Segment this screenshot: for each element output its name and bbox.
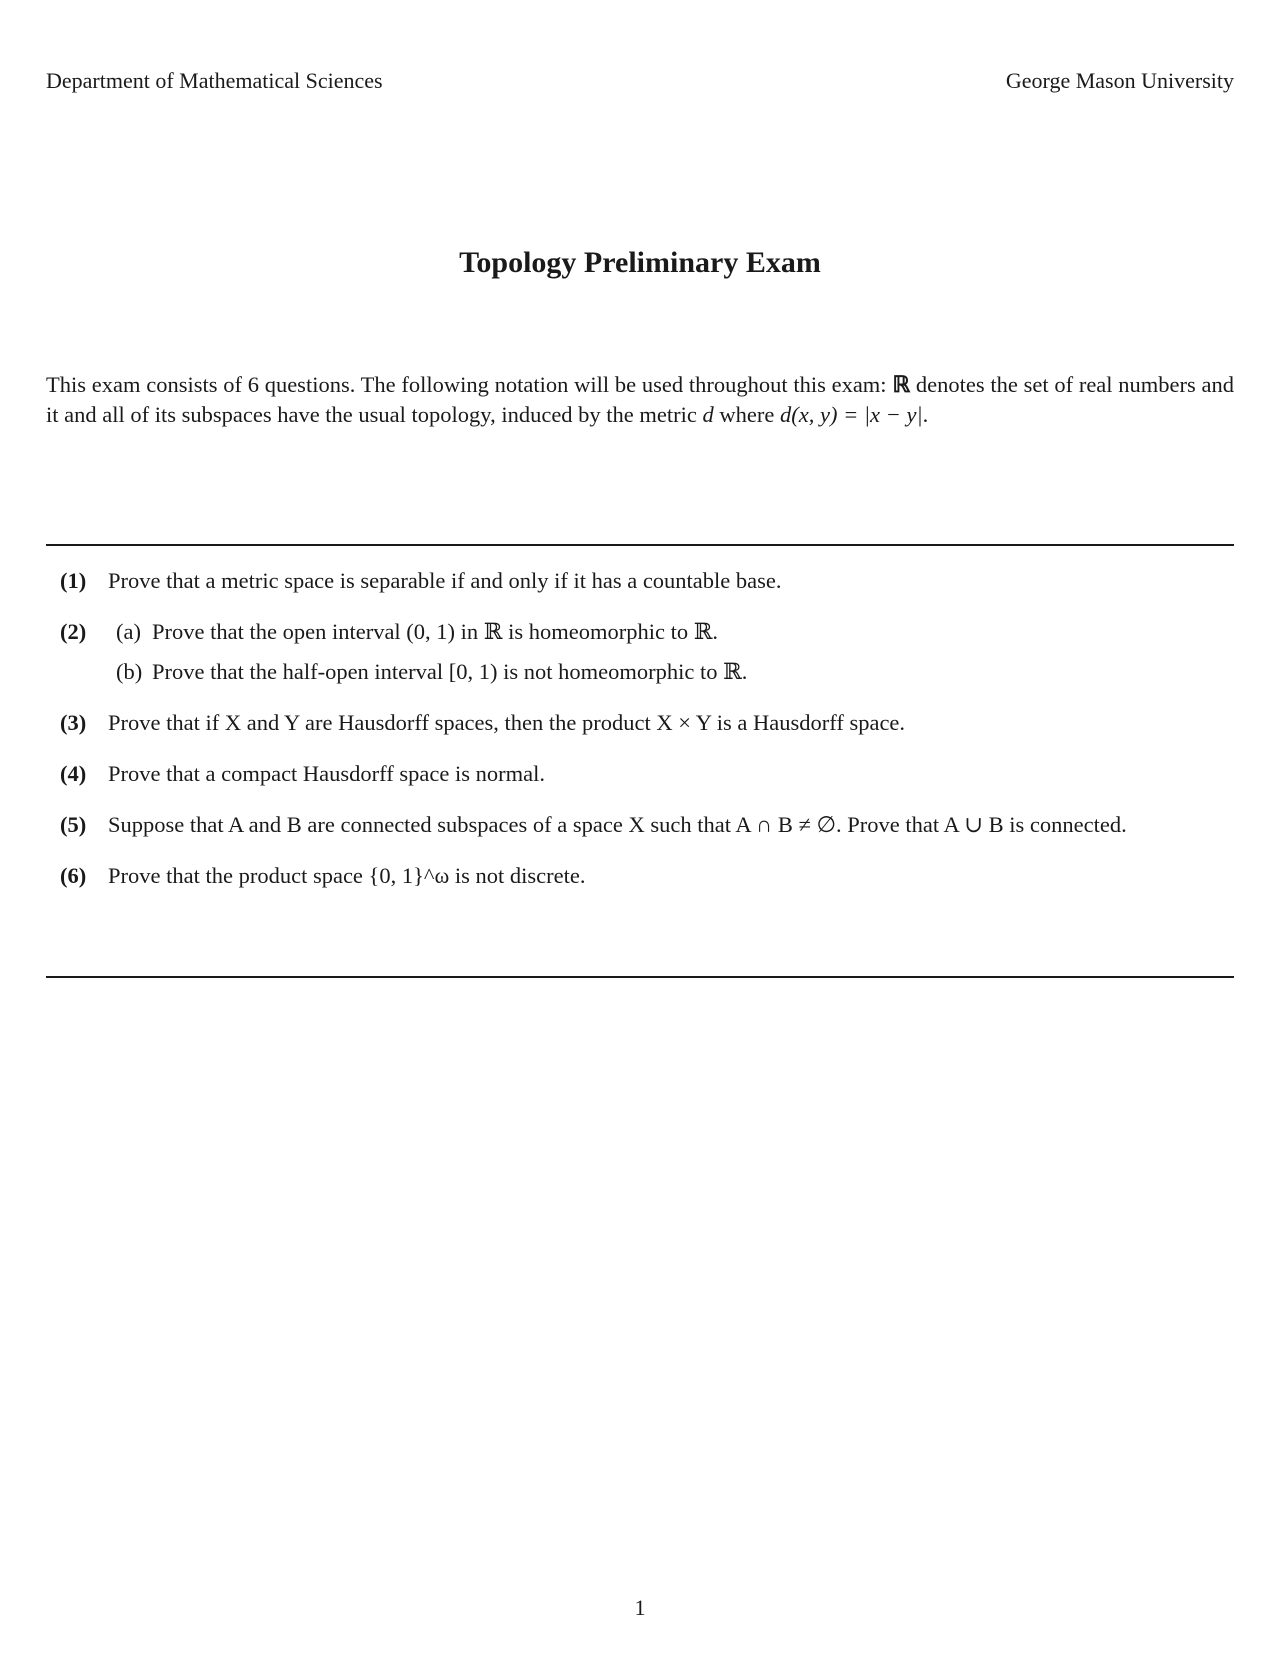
question-number: (3): [60, 710, 87, 735]
university-name: George Mason University: [1005, 68, 1234, 93]
question-text: Prove that a metric space is separable if and only if it has a countable base.: [108, 568, 782, 593]
part-label: (b): [116, 659, 143, 684]
part-text: Prove that the open interval (0, 1) in ℝ is homeomorphic to ℝ.: [152, 619, 719, 644]
exam-title: Topology Preliminary Exam: [459, 246, 821, 279]
question-3: [60, 708, 1234, 738]
question-6: [60, 861, 1234, 891]
question-number: (5): [60, 812, 87, 837]
question-number: (2): [60, 619, 87, 644]
question-5: [60, 810, 1234, 840]
page-header: [46, 68, 1234, 98]
question-text: Prove that if X and Y are Hausdorff spaces, then the product X × Y is a Hausdorff space.: [108, 710, 906, 735]
question-2-part-b: [108, 657, 1234, 687]
question-number: (1): [60, 568, 87, 593]
page-number: 1: [634, 1595, 646, 1620]
part-text: Prove that the half-open interval [0, 1) is not homeomorphic to ℝ.: [152, 659, 748, 684]
question-1: [60, 566, 1234, 596]
intro-text-1: This exam consists of 6 questions. The following notation will be used throughout this exam:: [46, 372, 893, 397]
bottom-divider: [46, 976, 1234, 978]
metric-formula: d(x, y) = |x − y|: [779, 402, 923, 427]
question-list: [60, 566, 1234, 912]
question-2-part-a: [108, 617, 1234, 647]
intro-text-2: denotes the set of real numbers and it and all of its subspaces have the usual topology, induced by the metric: [46, 372, 1235, 427]
question-text: Prove that the product space {0, 1}^ω is not discrete.: [108, 863, 586, 888]
intro-paragraph: [46, 370, 1234, 430]
question-4: [60, 759, 1234, 789]
real-numbers-symbol: ℝ: [892, 372, 911, 397]
question-number: (6): [60, 863, 87, 888]
intro-text-4: .: [922, 402, 929, 427]
part-label: (a): [116, 619, 141, 644]
question-text: Suppose that A and B are connected subspaces of a space X such that A ∩ B ≠ ∅. Prove that A ∪ B is connected.: [108, 812, 1127, 837]
top-divider: [46, 544, 1234, 546]
question-text: Prove that a compact Hausdorff space is normal.: [108, 761, 545, 786]
intro-text-3: where: [713, 402, 780, 427]
question-number: (4): [60, 761, 87, 786]
department-name: Department of Mathematical Sciences: [46, 68, 383, 93]
question-2: [60, 617, 1234, 687]
metric-symbol: d: [702, 402, 714, 427]
